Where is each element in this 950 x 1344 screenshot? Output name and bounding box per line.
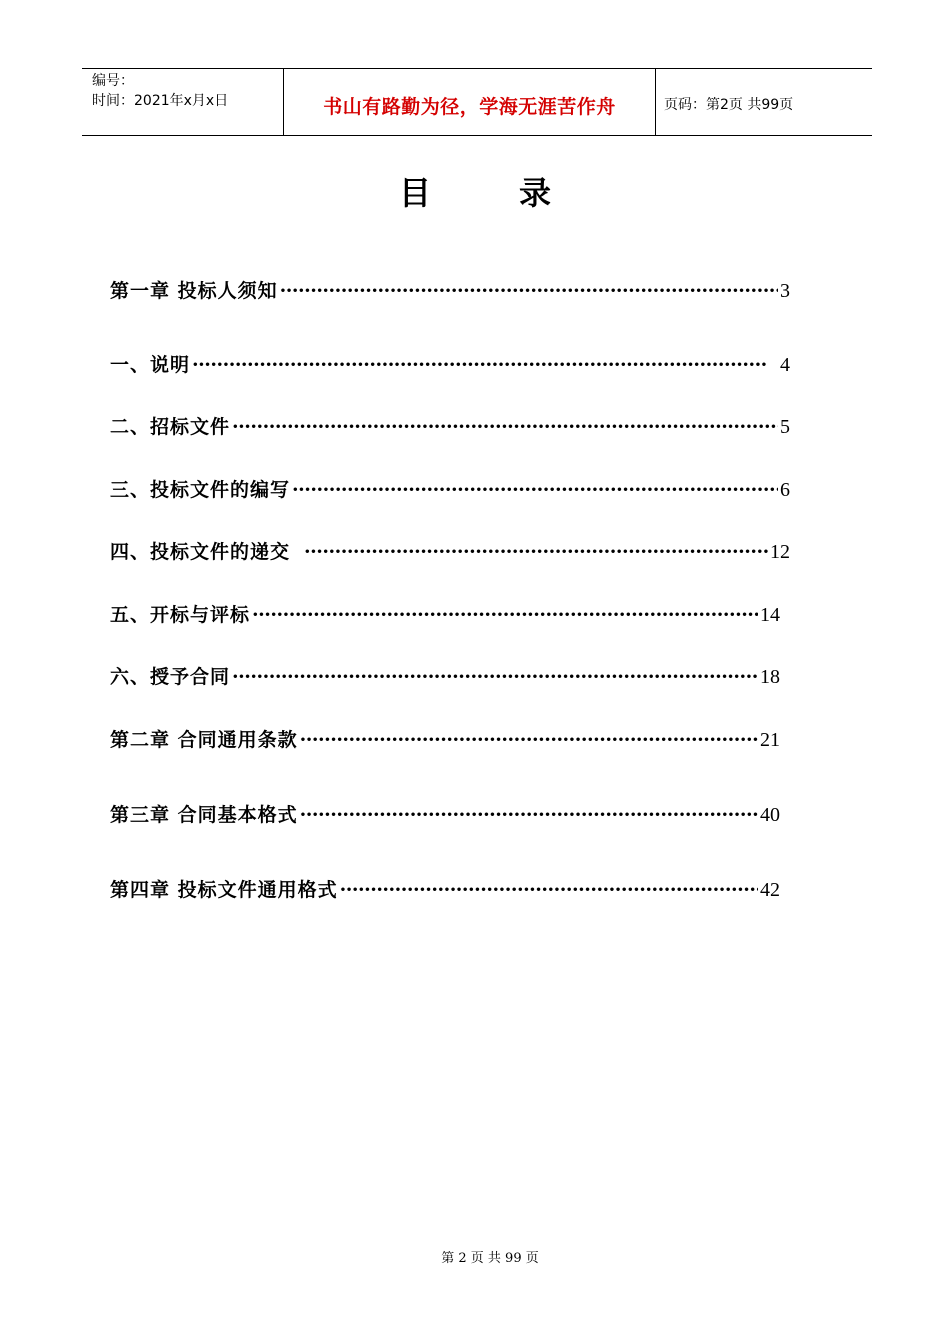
toc-entry-page: 14 [760,604,780,626]
page-header [82,68,872,136]
header-motto-cell [284,69,656,135]
toc-entry-page: 3 [780,280,790,302]
header-meta-cell [82,69,284,135]
toc-entry[interactable] [110,600,780,628]
toc-entry-page: 18 [760,666,780,688]
header-page-cell [656,69,872,135]
toc-entry-label: 第四章 投标文件通用格式 [110,879,338,901]
toc-leader-dots [232,416,778,438]
toc-entry-page: 4 [780,354,790,376]
toc-entry[interactable] [110,800,780,828]
page-footer: 第 2 页 共 99 页 [441,1251,539,1266]
toc-leader-dots [292,479,778,501]
toc-entry-label: 三、投标文件的编写 [110,479,291,501]
toc-entry-label: 第一章 投标人须知 [110,280,278,302]
toc-leader-dots [232,666,758,688]
toc-entry-page: 40 [760,804,780,826]
toc-leader-dots [304,541,768,563]
toc-entry-label: 一、说明 [110,354,191,376]
document-number-label: 编号： [92,73,134,89]
toc-leader-dots [192,354,766,376]
toc-entry-page: 42 [760,879,780,901]
toc-entry[interactable] [110,537,790,565]
toc-entry-label: 第二章 合同通用条款 [110,729,298,751]
page-title [0,168,950,214]
header-motto: 书山有路勤为径，学海无涯苦作舟 [323,95,616,118]
toc-leader-dots [340,879,758,901]
toc-entry-page: 5 [780,416,790,438]
document-time-label: 时间：2021年x月x日 [92,93,229,109]
toc-entry-label: 第三章 合同基本格式 [110,804,298,826]
toc-entry-page: 6 [780,479,790,501]
toc-entry-label: 六、授予合同 [110,666,231,688]
toc-entry[interactable] [110,875,780,903]
toc-leader-dots [280,280,778,302]
toc-entry-label: 二、招标文件 [110,416,231,438]
toc-entry[interactable] [110,475,790,503]
toc-entry[interactable] [110,725,780,753]
toc-entry-page: 21 [760,729,780,751]
toc-leader-dots [300,804,758,826]
header-page-info: 页码：第2页 共99页 [664,97,794,113]
toc-entry[interactable] [110,412,790,440]
toc-entry[interactable] [110,662,780,690]
toc-entry[interactable] [110,350,790,378]
toc-entry-label: 四、投标文件的递交 [110,541,291,563]
toc-entry-label: 五、开标与评标 [110,604,251,626]
toc-leader-dots [300,729,758,751]
toc-leader-dots [252,604,758,626]
toc-entry-page: 12 [770,541,790,563]
title-part-2: 录 [519,174,552,212]
toc-entry[interactable] [110,276,790,304]
title-part-1: 目 [398,174,431,212]
